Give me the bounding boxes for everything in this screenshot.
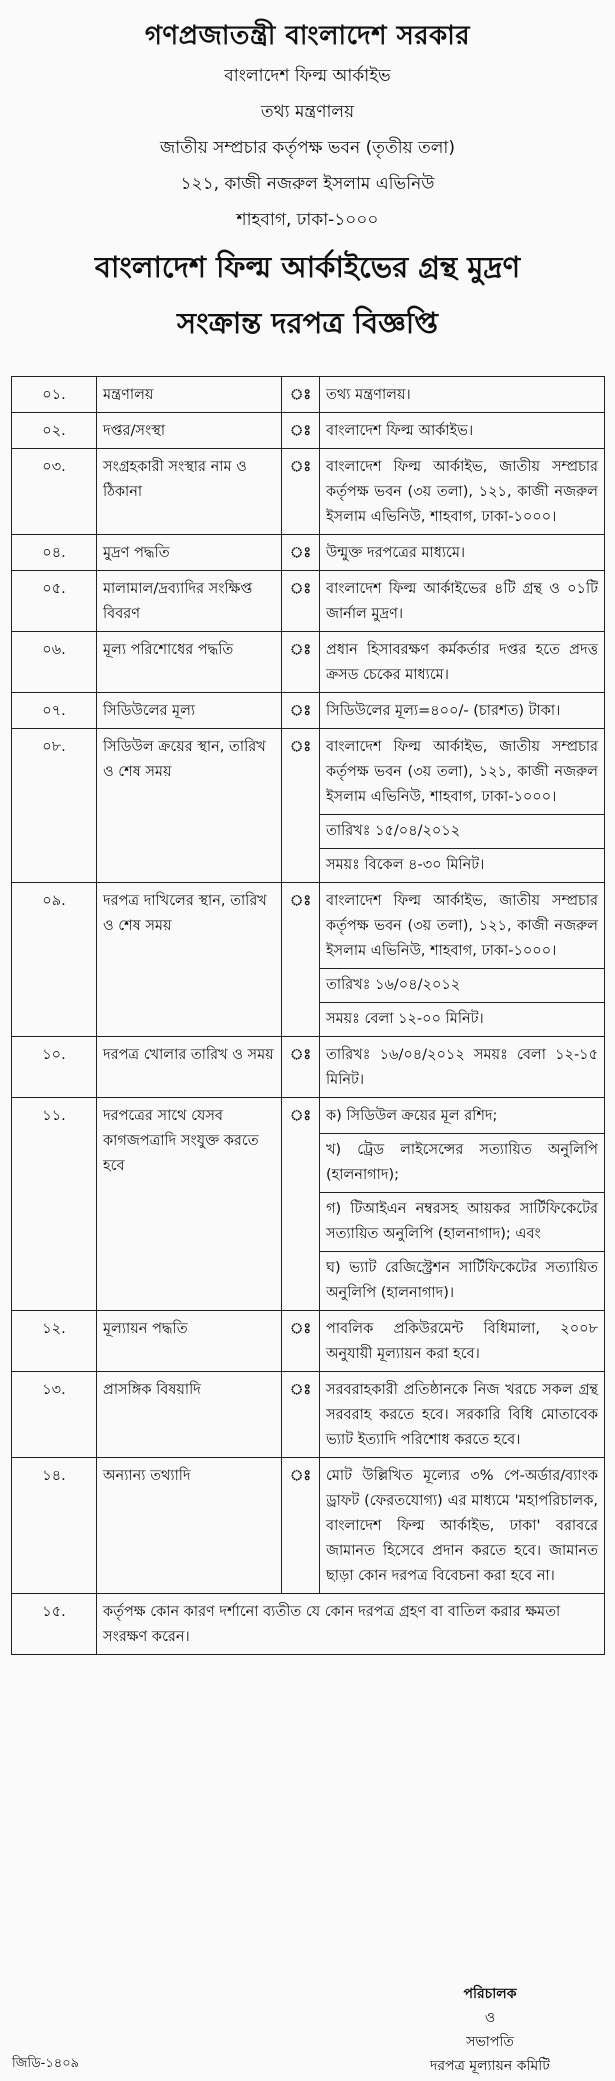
row-value-part: সরবরাহকারী প্রতিষ্ঠানকে নিজ খরচে সকল গ্রন্থ সরবরাহ করতে হবে। সরকারি বিধি মোতাবেক ভ্যাট ইত্যাদি পরিশোধ করতে হবে। — [326, 1382, 598, 1448]
row-value — [320, 729, 605, 883]
row-number: ১৩. — [12, 1372, 97, 1458]
signature-block — [380, 1982, 600, 2078]
row-number: ১১. — [12, 1098, 97, 1311]
row-label: মুদ্রণ পদ্ধতি — [97, 535, 282, 571]
building-address: জাতীয় সম্প্রচার কর্তৃপক্ষ ভবন (তৃতীয় তলা) — [160, 138, 455, 158]
row-label: সংগ্রহকারী সংস্থার নাম ও ঠিকানা — [97, 449, 282, 535]
row-label: প্রাসঙ্গিক বিষয়াদি — [97, 1372, 282, 1458]
row-value-part: মোট উল্লিখিত মূল্যের ৩% পে-অর্ডার/ব্যাংক ড্রাফট (ফেরতযোগ্য) এর মাধ্যমে 'মহাপরিচালক, বাংলাদেশ ফিল্ম আর্কাইভ, ঢাকা' বরাবরে জামানত হিসেবে প্রদান করতে হবে। জামানত ছাড়া কোন দরপত্র বিবেচনা করা হবে না। — [326, 1468, 598, 1584]
government-name: গণপ্রজাতন্ত্রী বাংলাদেশ সরকার — [144, 21, 471, 51]
row-label: অন্যান্য তথ্যাদি — [97, 1458, 282, 1594]
notice-header — [0, 0, 615, 350]
row-value — [320, 413, 605, 449]
table-row — [12, 377, 605, 413]
row-number: ০৫. — [12, 571, 97, 632]
row-value-part: পাবলিক প্রকিউরমেন্ট বিধিমালা, ২০০৮ অনুযায়ী মূল্যায়ন করা হবে। — [326, 1321, 598, 1362]
row-value — [320, 883, 605, 1037]
row-separator: ঃ — [282, 1458, 320, 1594]
committee-chair: সভাপতি — [466, 2034, 514, 2050]
row-label: সিডিউল ক্রয়ের স্থান, তারিখ ও শেষ সময় — [97, 729, 282, 883]
row-number: ০৬. — [12, 632, 97, 693]
row-value-part: তথ্য মন্ত্রণালয়। — [326, 387, 411, 403]
table-row — [12, 1594, 605, 1655]
row-separator: ঃ — [282, 413, 320, 449]
row-value — [320, 377, 605, 413]
committee-name: দরপত্র মূল্যায়ন কমিটি — [430, 2058, 550, 2074]
row-value — [320, 693, 605, 729]
row-label: মালামাল/দ্রব্যাদির সংক্ষিপ্ত বিবরণ — [97, 571, 282, 632]
row-value-part: খ) ট্রেড লাইসেন্সের সত্যায়িত অনুলিপি (হালনাগাদ); — [320, 1133, 604, 1188]
row-label: দরপত্রের সাথে যেসব কাগজপত্রাদি সংযুক্ত করতে হবে — [97, 1098, 282, 1311]
table-row — [12, 693, 605, 729]
row-value — [320, 1311, 605, 1372]
office-name: বাংলাদেশ ফিল্ম আর্কাইভ — [224, 66, 391, 86]
table-row — [12, 1098, 605, 1311]
row-number: ১৪. — [12, 1458, 97, 1594]
row-value-part: বাংলাদেশ ফিল্ম আর্কাইভ, জাতীয় সম্প্রচার কর্তৃপক্ষ ভবন (৩য় তলা), ১২১, কাজী নজরুল ইসলাম এভিনিউ, শাহবাগ, ঢাকা-১০০০। — [326, 739, 598, 805]
row-separator: ঃ — [282, 632, 320, 693]
row-value-part: সময়ঃ বিকেল ৪-৩০ মিনিট। — [320, 848, 604, 878]
row-value — [320, 449, 605, 535]
table-row — [12, 449, 605, 535]
table-row — [12, 535, 605, 571]
row-value — [320, 1037, 605, 1098]
row-number: ১৫. — [12, 1594, 97, 1655]
row-value — [320, 1098, 605, 1311]
table-row — [12, 883, 605, 1037]
row-label: মূল্যায়ন পদ্ধতি — [97, 1311, 282, 1372]
row-label: মন্ত্রণালয় — [97, 377, 282, 413]
row-separator: ঃ — [282, 883, 320, 1037]
row-number: ০৮. — [12, 729, 97, 883]
row-number: ০৭. — [12, 693, 97, 729]
row-separator: ঃ — [282, 571, 320, 632]
row-value — [320, 632, 605, 693]
street-address: ১২১, কাজী নজরুল ইসলাম এভিনিউ — [180, 174, 435, 194]
row-value-part: বাংলাদেশ ফিল্ম আর্কাইভ, জাতীয় সম্প্রচার কর্তৃপক্ষ ভবন (৩য় তলা), ১২১, কাজী নজরুল ইসলাম এভিনিউ, শাহবাগ, ঢাকা-১০০০। — [326, 893, 598, 959]
row-label: দরপত্র খোলার তারিখ ও সময় — [97, 1037, 282, 1098]
row-separator: ঃ — [282, 1311, 320, 1372]
row-value-part: প্রধান হিসাবরক্ষণ কর্মকর্তার দপ্তর হতে প্রদত্ত ক্রসড চেকের মাধ্যমে। — [326, 642, 598, 683]
row-number: ১০. — [12, 1037, 97, 1098]
table-row — [12, 1458, 605, 1594]
row-value-part: বাংলাদেশ ফিল্ম আর্কাইভ, জাতীয় সম্প্রচার কর্তৃপক্ষ ভবন (৩য় তলা), ১২১, কাজী নজরুল ইসলাম এভিনিউ, শাহবাগ, ঢাকা-১০০০। — [326, 459, 598, 525]
row-number: ০৪. — [12, 535, 97, 571]
row-separator: ঃ — [282, 535, 320, 571]
row-label: সিডিউলের মূল্য — [97, 693, 282, 729]
tender-details-table — [11, 376, 605, 1655]
row-value — [320, 571, 605, 632]
row-number: ০২. — [12, 413, 97, 449]
row-value-part: ক) সিডিউল ক্রয়ের মূল রশিদ; — [326, 1108, 498, 1124]
row-separator: ঃ — [282, 729, 320, 883]
row-separator: ঃ — [282, 1372, 320, 1458]
row-value-part: উন্মুক্ত দরপত্রের মাধ্যমে। — [326, 545, 466, 561]
row-separator: ঃ — [282, 1037, 320, 1098]
notice-title-line-2: সংক্রান্ত দরপত্র বিজ্ঞপ্তি — [177, 306, 438, 340]
table-row — [12, 571, 605, 632]
row-label: দপ্তর/সংস্থা — [97, 413, 282, 449]
row-value-part: বাংলাদেশ ফিল্ম আর্কাইভ। — [326, 423, 474, 439]
row-value — [320, 1458, 605, 1594]
row-number: ১২. — [12, 1311, 97, 1372]
row-value-part: ঘ) ভ্যাট রেজিস্ট্রেশন সার্টিফিকেটের সত্যায়িত অনুলিপি (হালনাগাদ)। — [320, 1251, 604, 1306]
row-number: ০৯. — [12, 883, 97, 1037]
row-separator: ঃ — [282, 377, 320, 413]
row-number: ০৩. — [12, 449, 97, 535]
city-address: শাহবাগ, ঢাকা-১০০০ — [236, 210, 379, 230]
notice-title-line-1: বাংলাদেশ ফিল্ম আর্কাইভের গ্রন্থ মুদ্রণ — [94, 250, 521, 284]
row-separator: ঃ — [282, 1098, 320, 1311]
gd-code: জিডি-১৪০৯ — [12, 2056, 80, 2071]
table-row — [12, 1372, 605, 1458]
table-row — [12, 1311, 605, 1372]
row-value-part: সিডিউলের মূল্য=৪০০/- (চারশত) টাকা। — [326, 703, 561, 719]
row-separator: ঃ — [282, 449, 320, 535]
row-value-part: গ) টিআইএন নম্বরসহ আয়কর সার্টিফিকেটের সত্যায়িত অনুলিপি (হালনাগাদ); এবং — [320, 1192, 604, 1247]
table-row — [12, 729, 605, 883]
row-separator: ঃ — [282, 693, 320, 729]
signatory-title: পরিচালক — [463, 1986, 517, 2002]
row-value-part: তারিখঃ ১৫/০৪/২০১২ — [320, 814, 604, 844]
row-number: ০১. — [12, 377, 97, 413]
row-label: মূল্য পরিশোধের পদ্ধতি — [97, 632, 282, 693]
table-row — [12, 413, 605, 449]
row-value-part: তারিখঃ ১৬/০৪/২০১২ — [320, 968, 604, 998]
table-row — [12, 1037, 605, 1098]
table-row — [12, 632, 605, 693]
row-label: দরপত্র দাখিলের স্থান, তারিখ ও শেষ সময় — [97, 883, 282, 1037]
row-value-part: তারিখঃ ১৬/০৪/২০১২ সময়ঃ বেলা ১২-১৫ মিনিট। — [326, 1047, 598, 1088]
signatory-conjunction: ও — [484, 2010, 496, 2026]
ministry-name: তথ্য মন্ত্রণালয় — [260, 102, 355, 122]
row-value — [320, 1372, 605, 1458]
row-value-part: সময়ঃ বেলা ১২-০০ মিনিট। — [320, 1002, 604, 1032]
row-value — [320, 535, 605, 571]
row-full-text: কর্তৃপক্ষ কোন কারণ দর্শানো ব্যতীত যে কোন দরপত্র গ্রহণ বা বাতিল করার ক্ষমতা সংরক্ষণ করেন। — [97, 1594, 605, 1655]
row-value-part: বাংলাদেশ ফিল্ম আর্কাইভের ৪টি গ্রন্থ ও ০১টি জার্নাল মুদ্রণ। — [326, 581, 598, 622]
